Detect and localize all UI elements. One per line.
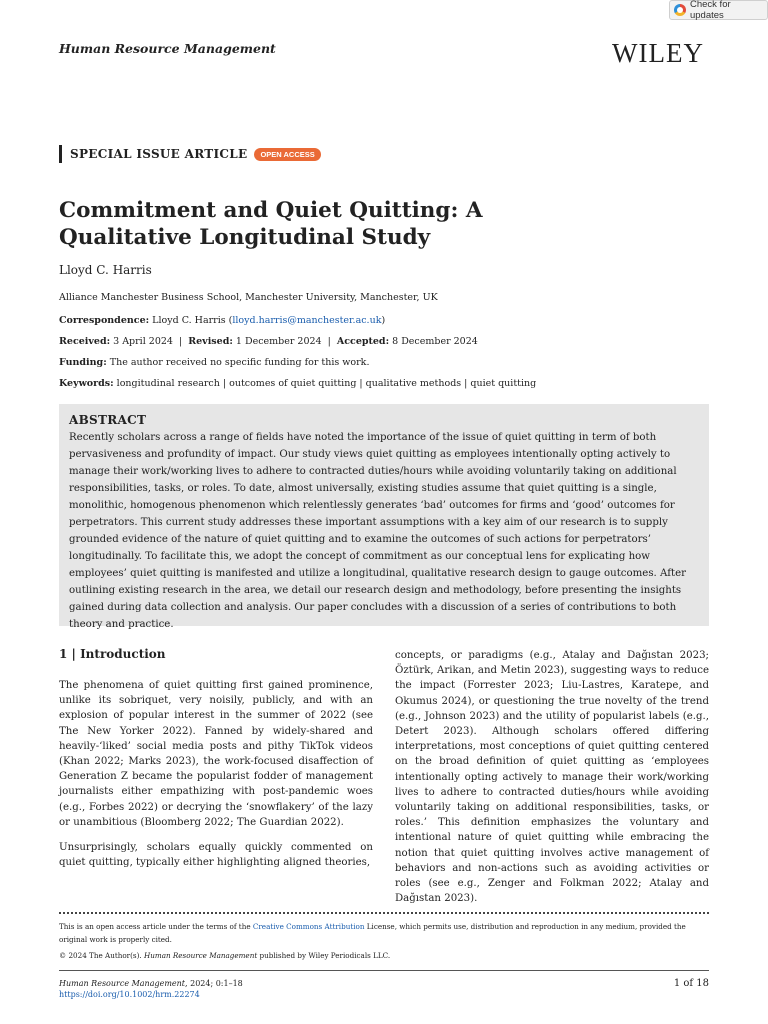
open-access-badge: OPEN ACCESS [254,148,320,161]
article-type-label: SPECIAL ISSUE ARTICLE [70,147,248,161]
article-type [59,145,321,163]
publisher-logo: WILEY [612,38,704,68]
column-left [59,678,373,880]
footer-rule [59,970,709,971]
citation: Human Resource Management, 2024; 0:1–18 [59,979,243,988]
check-for-updates-button[interactable] [669,0,768,20]
paragraph: concepts, or paradigms (e.g., Atalay and Dağıstan 2023; Öztürk, Arikan, and Metin 2023), suggesting ways to reduce the impact (Forrester 2023; Liu-Lastres, Karatepe, and Okumus 2024), or questioning the true novelty of the trend (e.g., Johnson 2023) and the utility of popularist labels (e.g., Detert 2023). Although scholars offered differing interpretations, most conceptions of quiet quitting centered on the broad definition of quiet quitting as ‘employees intentionally opting actively to manage their work/working lives to adhere to contracted duties/hours while avoiding voluntarily taking on additional responsibilities, tasks, or roles.’ This definition emphasizes the voluntary and intentional nature of quiet quitting while embracing the notion that quiet quitting involves active management of behaviors and non-actions such as avoiding activities or roles (see e.g., Zenger and Folkman 2022; Atalay and Dağıstan 2023). [395,650,709,905]
check-updates-label: Check for updates [689,0,731,21]
abstract-box [59,404,709,630]
paragraph: Unsurprisingly, scholars equally quickly commented on quiet quitting, typically either highlighting aligned theories, [59,842,373,869]
journal-name: Human Resource Management [59,41,276,56]
license-note: This is an open access article under the terms of the Creative Commons Attribution License, which permits use, distribution and reproduction in any medium, provided the original work is properly cited. [59,922,686,944]
dates: Received: 3 April 2024 | Revised: 1 December 2024 | Accepted: 8 December 2024 [59,336,478,347]
page-number: 1 of 18 [673,978,709,989]
funding: Funding: The author received no specific funding for this work. [59,357,370,368]
correspondence: Correspondence: Lloyd C. Harris (lloyd.harris@manchester.ac.uk) [59,315,386,326]
article-type-bar [59,145,62,163]
column-right [395,648,709,916]
section-heading: 1 | Introduction [59,647,166,661]
article-title: Commitment and Quiet Quitting: A Qualitative Longitudinal Study [59,198,483,250]
keywords: Keywords: longitudinal research | outcomes of quiet quitting | qualitative methods | quiet quitting [59,378,537,389]
doi-link[interactable]: https://doi.org/10.1002/hrm.22274 [59,990,200,999]
author-name: Lloyd C. Harris [59,263,152,277]
cc-license-link[interactable]: Creative Commons Attribution [252,922,365,931]
abstract-heading: ABSTRACT [69,413,147,427]
footnote-divider [59,912,709,914]
crossmark-icon [674,4,686,16]
paragraph: The phenomena of quiet quitting first gained prominence, unlike its sobriquet, very noisily, publicly, and with an explosion of popular interest in the summer of 2022 (see The New Yorker 2022). Fanned by widely-shared and heavily-‘liked’ social media posts and pithy TikTok videos (Khan 2022; Marks 2023), the work-focused disaffection of Generation Z became the popularist fodder of management journalists either empathizing with post-pandemic woes (e.g., Forbes 2022) or decrying the ‘snowflakery’ of the lazy or unambitious (Bloomberg 2022; The Guardian 2022). [59,680,373,828]
correspondence-email-link[interactable]: lloyd.harris@manchester.ac.uk [232,315,382,326]
copyright-note: © 2024 The Author(s). Human Resource Management published by Wiley Periodicals LLC. [59,951,391,960]
abstract-body: Recently scholars across a range of fields have noted the importance of the issue of quiet quitting in term of both pervasiveness and profundity of impact. Our study views quiet quitting as employees intentionally opting actively to manage their work/working lives to adhere to contracted duties/hours while avoiding voluntarily taking on additional responsibilities, tasks, or roles. To date, almost universally, existing studies assume that quiet quitting is a single, monolithic, homogenous phenomenon which relentlessly generates ‘bad’ outcomes for firms and ‘good’ outcomes for perpetrators. This current study addresses these important assumptions with a key aim of our research is to supply grounded evidence of the nature of quiet quitting and to examine the outcomes of such actions for perpetrators’ longitudinally. To facilitate this, we adopt the concept of commitment as our conceptual lens for explicating how employees’ quiet quitting is manifested and utilize a longitudinal, qualitative research design to gauge outcomes. After outlining existing research in the area, we detail our research design and methodology, before presenting the insights gained during data collection and analysis. Our paper concludes with a discussion of a series of contributions to both theory and practice. [69,432,686,630]
affiliation: Alliance Manchester Business School, Manchester University, Manchester, UK [59,292,438,303]
